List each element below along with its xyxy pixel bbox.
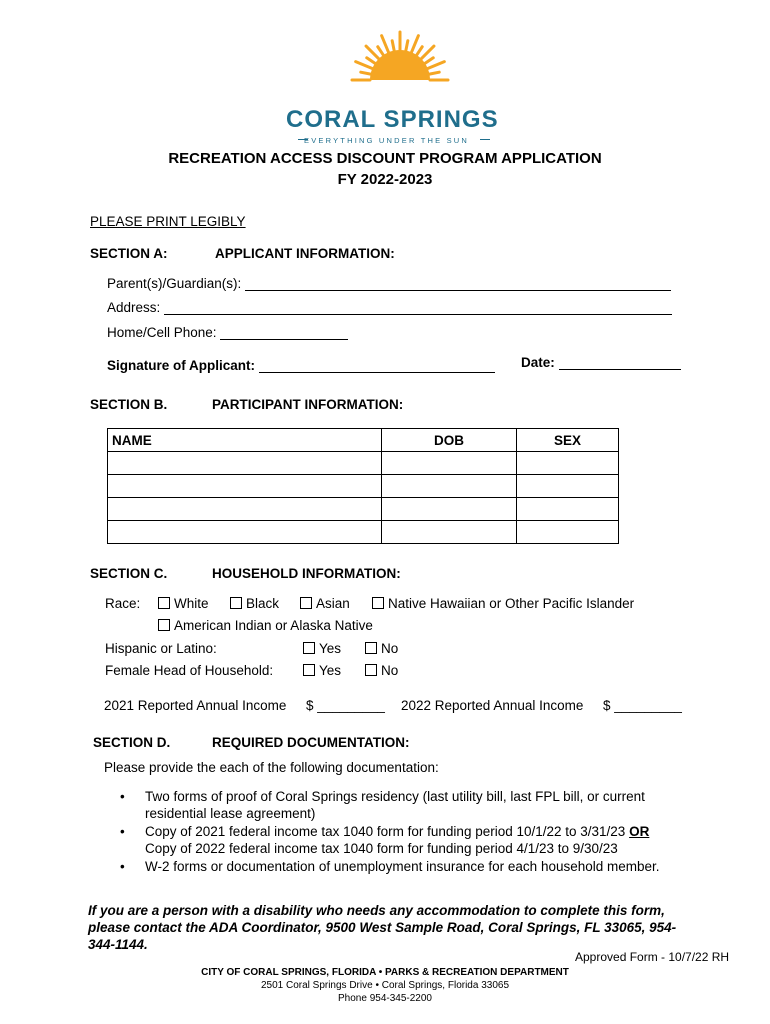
section-b-label: SECTION B. (90, 397, 168, 412)
col-sex: SEX (517, 429, 619, 452)
col-name: NAME (108, 429, 382, 452)
race-label: Race: (105, 596, 141, 611)
income-2022-label: 2022 Reported Annual Income (401, 698, 584, 713)
race-option-asian[interactable]: Asian (300, 596, 350, 611)
checkbox[interactable] (303, 664, 315, 676)
footer-line-3: Phone 954-345-2200 (338, 993, 432, 1004)
checkbox[interactable] (158, 597, 170, 609)
section-a-title: APPLICANT INFORMATION: (215, 246, 395, 261)
section-a-label: SECTION A: (90, 246, 168, 261)
income-2021-field[interactable]: $ _________ (306, 698, 385, 713)
print-instruction: PLEASE PRINT LEGIBLY (90, 214, 246, 229)
address-field[interactable] (164, 314, 672, 315)
signature-row (107, 358, 495, 373)
sun-icon (0, 30, 770, 90)
section-d-title: REQUIRED DOCUMENTATION: (212, 735, 410, 750)
ada-notice: If you are a person with a disability who needs any accommodation to complete this form, please contact the ADA Coordinator, 9500 West Sample Road, Coral Springs, FL 33065, 954-344-1144. (88, 903, 677, 952)
footer-line-2: 2501 Coral Springs Drive • Coral Springs, Florida 33065 (260, 980, 510, 991)
parent-row (107, 276, 671, 291)
female-head-label: Female Head of Household: (105, 663, 274, 678)
parent-field[interactable] (245, 290, 671, 291)
table-row[interactable] (108, 475, 619, 498)
income-2022-field[interactable]: $ _________ (603, 698, 682, 713)
section-c-label: SECTION C. (90, 566, 168, 581)
title-line-1: RECREATION ACCESS DISCOUNT PROGRAM APPLICATION (168, 150, 602, 167)
col-dob: DOB (382, 429, 517, 452)
sun-ray (406, 41, 408, 51)
address-label: Address: (107, 300, 161, 315)
table-header-row (108, 429, 619, 452)
phone-field[interactable] (220, 339, 348, 340)
sun-ray (356, 62, 373, 69)
phone-row (107, 325, 348, 340)
race-option-native[interactable]: American Indian or Alaska Native (158, 618, 373, 633)
section-c-title: HOUSEHOLD INFORMATION: (212, 566, 401, 581)
checkbox[interactable] (230, 597, 242, 609)
sun-ray (411, 36, 418, 53)
signature-label: Signature of Applicant: (107, 358, 255, 373)
sun-ray (392, 41, 394, 51)
date-row (521, 355, 681, 370)
checkbox[interactable] (158, 619, 170, 631)
signature-field[interactable] (259, 372, 495, 373)
or-text: OR (629, 824, 650, 839)
sun-ray (367, 58, 375, 64)
race-option-pacific[interactable]: Native Hawaiian or Other Pacific Islander (372, 596, 634, 611)
list-item: • W-2 forms or documentation of unemployment insurance for each household member. (120, 859, 660, 874)
tagline: EVERYTHING UNDER THE SUN (304, 136, 470, 145)
hispanic-no[interactable]: No (365, 641, 398, 656)
sun-ray (382, 36, 389, 53)
race-option-black[interactable]: Black (230, 596, 279, 611)
female-head-no[interactable]: No (365, 663, 398, 678)
hispanic-yes[interactable]: Yes (303, 641, 341, 656)
section-d-label: SECTION D. (93, 735, 171, 750)
footer-line-1: CITY OF CORAL SPRINGS, FLORIDA • PARKS & RECREATION DEPARTMENT (201, 967, 569, 978)
hispanic-label: Hispanic or Latino: (105, 641, 217, 656)
sun-ray (425, 58, 433, 64)
sun-ray (378, 47, 384, 55)
parent-label: Parent(s)/Guardian(s): (107, 276, 242, 291)
phone-label: Home/Cell Phone: (107, 325, 217, 340)
documentation-list (110, 788, 690, 876)
brand-name: CORAL SPRINGS (286, 106, 499, 133)
form-title (0, 148, 770, 190)
sun-ray (417, 47, 423, 55)
checkbox[interactable] (300, 597, 312, 609)
race-option-white[interactable]: White (158, 596, 209, 611)
documentation-intro: Please provide the each of the following documentation: (104, 760, 439, 775)
approved-note: Approved Form - 10/7/22 RH (575, 950, 730, 964)
table-row[interactable] (108, 521, 619, 544)
sun-ray (429, 72, 439, 74)
date-label: Date: (521, 355, 555, 370)
checkbox[interactable] (372, 597, 384, 609)
section-b-title: PARTICIPANT INFORMATION: (212, 397, 404, 412)
table-row[interactable] (108, 498, 619, 521)
sun-ray (361, 72, 371, 74)
income-2021-label: 2021 Reported Annual Income (104, 698, 287, 713)
checkbox[interactable] (365, 642, 377, 654)
participant-table (107, 428, 619, 544)
female-head-yes[interactable]: Yes (303, 663, 341, 678)
item2-continuation: Copy of 2022 federal income tax 1040 form for funding period 4/1/23 to 9/30/23 (145, 841, 618, 856)
checkbox[interactable] (365, 664, 377, 676)
sun-ray (428, 62, 445, 69)
title-line-2: FY 2022-2023 (337, 171, 433, 188)
address-row (107, 300, 672, 315)
table-row[interactable] (108, 452, 619, 475)
list-item: • Copy of 2021 federal income tax 1040 form for funding period 10/1/22 to 3/31/23 OR Copy of 2022 federal income tax 1040 form for funding period 4/1/23 to 9/30/23 (120, 824, 650, 856)
list-item: • Two forms of proof of Coral Springs residency (last utility bill, last FPL bill, or current residential lease agreement) (120, 789, 645, 821)
checkbox[interactable] (303, 642, 315, 654)
date-field[interactable] (559, 369, 681, 370)
